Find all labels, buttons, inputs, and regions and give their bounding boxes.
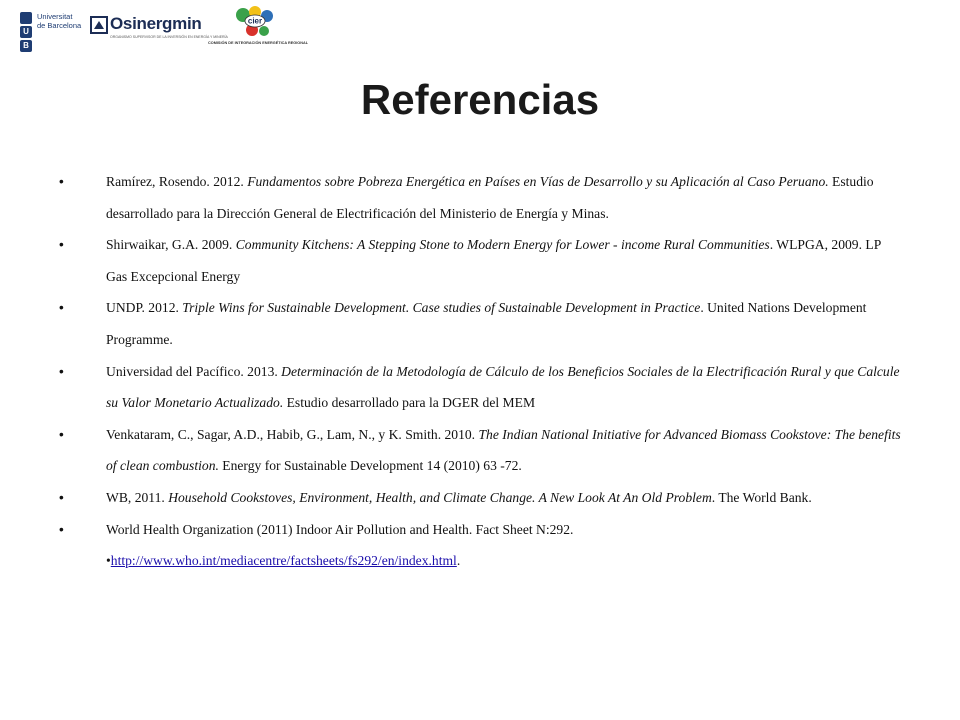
reference-list <box>55 166 905 577</box>
reference-text: . The World Bank. <box>711 489 812 505</box>
ub-logo-mark <box>20 12 34 54</box>
reference-link-line <box>55 545 905 577</box>
reference-text: Venkataram, C., Sagar, A.D., Habib, G., Lam, N., y K. Smith. 2010. <box>106 426 479 442</box>
reference-text: Estudio desarrollado para la Dirección General de Electrificación del Ministerio de Energía y Minas. <box>106 174 874 221</box>
who-factsheet-link[interactable]: http://www.who.int/mediacentre/factsheets/fs292/en/index.html <box>110 553 457 569</box>
header-logos <box>0 0 960 60</box>
reference-item <box>55 292 905 355</box>
osinergmin-emblem-icon <box>90 16 108 36</box>
ub-square: U <box>20 26 32 38</box>
osinergmin-logo <box>90 14 228 46</box>
osinergmin-wordmark: Osinergmin <box>110 14 202 33</box>
osinergmin-tagline: ORGANISMO SUPERVISOR DE LA INVERSIÓN EN ENERGÍA Y MINERÍA <box>110 35 228 39</box>
page-title: Referencias <box>360 76 600 123</box>
reference-title: The Indian National Initiative for Advanced Biomass Cookstove: The benefits of clean combustion. <box>106 426 901 474</box>
reference-item <box>55 356 905 419</box>
reference-text: . United Nations Development Programme. <box>106 300 867 347</box>
reference-text: UNDP. 2012. <box>106 300 183 316</box>
reference-text: Universidad del Pacífico. 2013. <box>106 363 282 379</box>
reference-title: Community Kitchens: A Stepping Stone to Modern Energy for Lower - income Rural Communities <box>235 237 770 253</box>
reference-title: Fundamentos sobre Pobreza Energética en Países en Vías de Desarrollo y su Aplicación al Caso Peruano. <box>247 174 829 189</box>
link-bullet: • <box>106 553 111 569</box>
reference-text: Estudio desarrollado para la DGER del MEM <box>283 395 536 411</box>
reference-item <box>55 419 905 482</box>
reference-item <box>55 482 905 514</box>
reference-item <box>55 166 905 229</box>
reference-text: Shirwaikar, G.A. 2009. <box>106 237 236 253</box>
cier-logo <box>206 6 309 50</box>
cier-emblem-icon <box>232 6 278 42</box>
reference-title: Household Cookstoves, Environment, Health, and Climate Change. A New Look At An Old Problem <box>168 489 712 505</box>
reference-text: Ramírez, Rosendo. 2012. <box>106 174 248 189</box>
reference-item <box>55 514 905 546</box>
reference-text: WB, 2011. <box>106 489 169 505</box>
ub-logo-text <box>37 12 97 30</box>
cier-wordmark: cier <box>247 16 263 26</box>
reference-title: Determinación de la Metodología de Cálculo de los Beneficios Sociales de la Electrificación Rural y que Calcule su Valor Monetario Actualizado. <box>106 363 900 411</box>
ub-logo-line: Universitat <box>37 12 73 21</box>
link-trailing-period: . <box>456 553 461 569</box>
ub-logo-line: de Barcelona <box>37 21 82 30</box>
reference-text: . WLPGA, 2009. LP Gas Excepcional Energy <box>106 237 881 284</box>
reference-text: World Health Organization (2011) Indoor Air Pollution and Health. Fact Sheet N:292. <box>106 521 574 537</box>
reference-title: Triple Wins for Sustainable Development. Case studies of Sustainable Development in Practice <box>182 300 701 316</box>
ub-square <box>20 12 32 24</box>
reference-text: Energy for Sustainable Development 14 (2010) 63 -72. <box>218 458 522 474</box>
reference-item <box>55 229 905 292</box>
cier-tagline: COMISIÓN DE INTEGRACIÓN ENERGÉTICA REGIONAL <box>208 41 309 45</box>
ub-square: B <box>20 40 32 52</box>
